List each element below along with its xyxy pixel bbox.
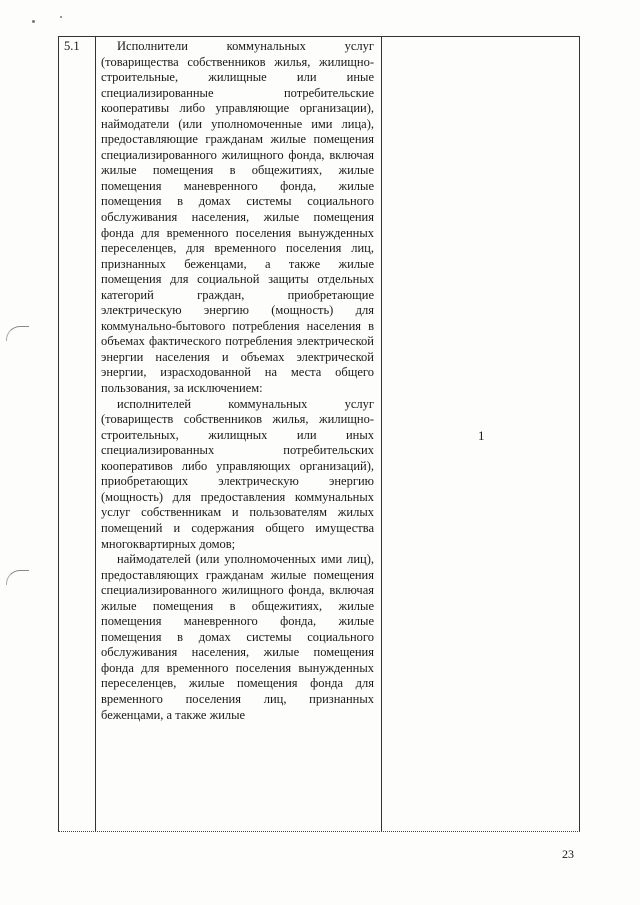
paragraph: исполнителей коммунальных услуг (товариществ собственников жилья, жилищно-строительных, жилищных или иных специализированных потребительских кооперативов либо управляющих организаций), приобретающих электрическую энергию (мощность) для предоставления коммунальных услуг собственникам и пользователям жилых помещений и содержания общего имущества многоквартирных домов; — [101, 396, 374, 551]
table-bottom-border — [58, 831, 580, 832]
scan-speck — [60, 16, 62, 18]
scan-speck — [32, 20, 35, 23]
row-number: 5.1 — [64, 39, 80, 53]
row-value: 1 — [478, 428, 485, 443]
column-divider — [95, 37, 96, 832]
paragraph: наймодателей (или уполномоченных ими лиц), предоставляющих гражданам жилые помещения специализированного жилищного фонда, включая жилые помещения в общежитиях, жилые помещения маневренного фонда, жилые помещения в домах системы социального обслуживания населения, жилые помещения фонда для временного поселения вынужденных переселенцев, жилые помещения фонда для временного поселения лиц, признанных беженцами, а также жилые — [101, 552, 374, 722]
binder-hole-mark — [6, 570, 29, 585]
binder-hole-mark — [6, 326, 29, 341]
row-description — [101, 39, 374, 723]
paragraph: Исполнители коммунальных услуг (товарищества собственников жилья, жилищно-строительные, жилищные или иные специализированные потребительские кооперативы либо управляющие организации), наймодатели (или уполномоченные ими лица), предоставляющие гражданам жилые помещения специализированного жилищного фонда, включая жилые помещения в общежитиях, жилые помещения маневренного фонда, жилые помещения в домах системы социального обслуживания населения, жилые помещения фонда для временного поселения вынужденных переселенцев, для временного поселения лиц, признанных беженцами, а также жилые помещения для социальной защиты отдельных категорий граждан, приобретающие электрическую энергию (мощность) для коммунально-бытового потребления населения в объемах фактического потребления электрической энергии населения и объемах электрической энергии, израсходованной на места общего пользования, за исключением: — [101, 39, 374, 396]
column-divider — [381, 37, 382, 832]
page-number: 23 — [562, 847, 574, 861]
